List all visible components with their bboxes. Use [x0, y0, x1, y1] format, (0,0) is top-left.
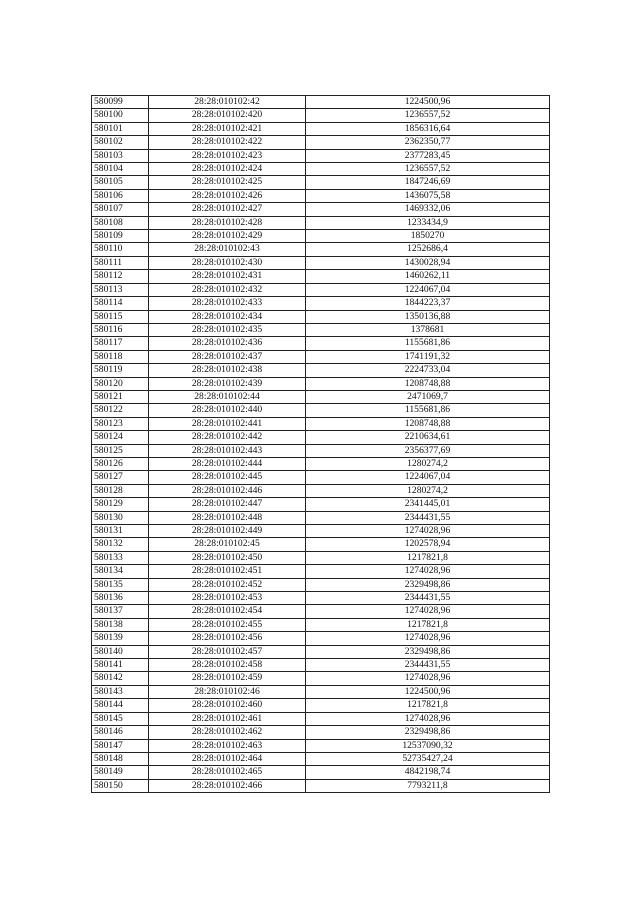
table-row — [92, 578, 550, 591]
cadastral-value-cell: 1155681,86 — [306, 337, 550, 350]
cadastral-number-cell: 28:28:010102:420 — [149, 109, 306, 122]
row-number-cell: 580147 — [92, 739, 149, 752]
row-number-cell: 580146 — [92, 726, 149, 739]
cadastral-number-cell: 28:28:010102:449 — [149, 525, 306, 538]
cadastral-number-cell: 28:28:010102:454 — [149, 605, 306, 618]
row-number-cell: 580145 — [92, 712, 149, 725]
cadastral-value-cell: 2377283,45 — [306, 149, 550, 162]
row-number-cell: 580138 — [92, 618, 149, 631]
table-row — [92, 364, 550, 377]
cadastral-number-cell: 28:28:010102:46 — [149, 685, 306, 698]
cadastral-value-cell: 1224067,04 — [306, 471, 550, 484]
row-number-cell: 580107 — [92, 203, 149, 216]
cadastral-value-cell: 1741191,32 — [306, 350, 550, 363]
cadastral-value-cell: 1274028,96 — [306, 632, 550, 645]
row-number-cell: 580139 — [92, 632, 149, 645]
cadastral-number-cell: 28:28:010102:456 — [149, 632, 306, 645]
row-number-cell: 580103 — [92, 149, 149, 162]
row-number-cell: 580141 — [92, 659, 149, 672]
cadastral-number-cell: 28:28:010102:443 — [149, 444, 306, 457]
cadastral-value-cell: 1224067,04 — [306, 283, 550, 296]
cadastral-number-cell: 28:28:010102:433 — [149, 297, 306, 310]
cadastral-number-cell: 28:28:010102:434 — [149, 310, 306, 323]
table-body — [92, 96, 550, 793]
table-row — [92, 752, 550, 765]
cadastral-value-cell: 1224500,96 — [306, 685, 550, 698]
cadastral-number-cell: 28:28:010102:427 — [149, 203, 306, 216]
row-number-cell: 580136 — [92, 592, 149, 605]
table-row — [92, 672, 550, 685]
cadastral-value-cell: 2329498,86 — [306, 726, 550, 739]
table-row — [92, 685, 550, 698]
row-number-cell: 580123 — [92, 417, 149, 430]
row-number-cell: 580114 — [92, 297, 149, 310]
cadastral-number-cell: 28:28:010102:458 — [149, 659, 306, 672]
cadastral-number-cell: 28:28:010102:464 — [149, 752, 306, 765]
row-number-cell: 580100 — [92, 109, 149, 122]
cadastral-value-cell: 2210634,61 — [306, 431, 550, 444]
cadastral-value-cell: 1350136,88 — [306, 310, 550, 323]
row-number-cell: 580126 — [92, 457, 149, 470]
table-row — [92, 699, 550, 712]
cadastral-number-cell: 28:28:010102:438 — [149, 364, 306, 377]
row-number-cell: 580112 — [92, 270, 149, 283]
table-row — [92, 766, 550, 779]
table-row — [92, 471, 550, 484]
table-row — [92, 230, 550, 243]
cadastral-value-cell: 7793211,8 — [306, 779, 550, 792]
cadastral-value-cell: 1252686,4 — [306, 243, 550, 256]
cadastral-value-cell: 1280274,2 — [306, 457, 550, 470]
table-row — [92, 297, 550, 310]
table-row — [92, 216, 550, 229]
row-number-cell: 580140 — [92, 645, 149, 658]
table-row — [92, 176, 550, 189]
row-number-cell: 580134 — [92, 565, 149, 578]
table-row — [92, 417, 550, 430]
cadastral-number-cell: 28:28:010102:43 — [149, 243, 306, 256]
cadastral-value-cell: 1274028,96 — [306, 672, 550, 685]
cadastral-value-cell: 1217821,8 — [306, 551, 550, 564]
row-number-cell: 580127 — [92, 471, 149, 484]
row-number-cell: 580132 — [92, 538, 149, 551]
row-number-cell: 580124 — [92, 431, 149, 444]
table-row — [92, 659, 550, 672]
table-row — [92, 203, 550, 216]
row-number-cell: 580129 — [92, 498, 149, 511]
cadastral-number-cell: 28:28:010102:442 — [149, 431, 306, 444]
row-number-cell: 580118 — [92, 350, 149, 363]
table-row — [92, 431, 550, 444]
row-number-cell: 580105 — [92, 176, 149, 189]
table-row — [92, 163, 550, 176]
table-row — [92, 498, 550, 511]
table-row — [92, 122, 550, 135]
cadastral-number-cell: 28:28:010102:451 — [149, 565, 306, 578]
row-number-cell: 580149 — [92, 766, 149, 779]
cadastral-number-cell: 28:28:010102:431 — [149, 270, 306, 283]
table-row — [92, 350, 550, 363]
table-row — [92, 726, 550, 739]
cadastral-value-cell: 2362350,77 — [306, 136, 550, 149]
table-row — [92, 538, 550, 551]
row-number-cell: 580102 — [92, 136, 149, 149]
cadastral-number-cell: 28:28:010102:450 — [149, 551, 306, 564]
table-row — [92, 484, 550, 497]
cadastral-number-cell: 28:28:010102:444 — [149, 457, 306, 470]
table-row — [92, 618, 550, 631]
row-number-cell: 580148 — [92, 752, 149, 765]
cadastral-value-cell: 1202578,94 — [306, 538, 550, 551]
row-number-cell: 580133 — [92, 551, 149, 564]
cadastral-value-cell: 1856316,64 — [306, 122, 550, 135]
cadastral-value-cell: 52735427,24 — [306, 752, 550, 765]
cadastral-number-cell: 28:28:010102:428 — [149, 216, 306, 229]
cadastral-value-table — [91, 95, 550, 793]
cadastral-number-cell: 28:28:010102:465 — [149, 766, 306, 779]
table-row — [92, 565, 550, 578]
table-row — [92, 444, 550, 457]
table-row — [92, 511, 550, 524]
row-number-cell: 580125 — [92, 444, 149, 457]
table-row — [92, 592, 550, 605]
row-number-cell: 580150 — [92, 779, 149, 792]
cadastral-value-cell: 2344431,55 — [306, 511, 550, 524]
cadastral-value-cell: 1436075,58 — [306, 189, 550, 202]
cadastral-value-cell: 1233434,9 — [306, 216, 550, 229]
row-number-cell: 580116 — [92, 323, 149, 336]
row-number-cell: 580122 — [92, 404, 149, 417]
cadastral-value-cell: 1217821,8 — [306, 618, 550, 631]
cadastral-number-cell: 28:28:010102:460 — [149, 699, 306, 712]
cadastral-number-cell: 28:28:010102:432 — [149, 283, 306, 296]
cadastral-number-cell: 28:28:010102:440 — [149, 404, 306, 417]
table-row — [92, 310, 550, 323]
cadastral-value-cell: 1460262,11 — [306, 270, 550, 283]
cadastral-number-cell: 28:28:010102:446 — [149, 484, 306, 497]
row-number-cell: 580110 — [92, 243, 149, 256]
cadastral-value-cell: 2471069,7 — [306, 390, 550, 403]
cadastral-number-cell: 28:28:010102:463 — [149, 739, 306, 752]
table-row — [92, 243, 550, 256]
cadastral-number-cell: 28:28:010102:435 — [149, 323, 306, 336]
row-number-cell: 580135 — [92, 578, 149, 591]
cadastral-number-cell: 28:28:010102:445 — [149, 471, 306, 484]
cadastral-value-cell: 1847246,69 — [306, 176, 550, 189]
cadastral-number-cell: 28:28:010102:466 — [149, 779, 306, 792]
table-row — [92, 712, 550, 725]
row-number-cell: 580120 — [92, 377, 149, 390]
table-row — [92, 645, 550, 658]
row-number-cell: 580109 — [92, 230, 149, 243]
cadastral-number-cell: 28:28:010102:44 — [149, 390, 306, 403]
row-number-cell: 580113 — [92, 283, 149, 296]
cadastral-number-cell: 28:28:010102:462 — [149, 726, 306, 739]
row-number-cell: 580101 — [92, 122, 149, 135]
cadastral-value-cell: 1378681 — [306, 323, 550, 336]
cadastral-number-cell: 28:28:010102:45 — [149, 538, 306, 551]
table-row — [92, 323, 550, 336]
table-row — [92, 337, 550, 350]
cadastral-value-cell: 2341445,01 — [306, 498, 550, 511]
cadastral-value-cell: 1430028,94 — [306, 256, 550, 269]
table-row — [92, 779, 550, 792]
table-row — [92, 404, 550, 417]
row-number-cell: 580117 — [92, 337, 149, 350]
cadastral-number-cell: 28:28:010102:424 — [149, 163, 306, 176]
cadastral-number-cell: 28:28:010102:439 — [149, 377, 306, 390]
table-row — [92, 283, 550, 296]
cadastral-number-cell: 28:28:010102:457 — [149, 645, 306, 658]
cadastral-number-cell: 28:28:010102:421 — [149, 122, 306, 135]
row-number-cell: 580128 — [92, 484, 149, 497]
row-number-cell: 580106 — [92, 189, 149, 202]
cadastral-number-cell: 28:28:010102:441 — [149, 417, 306, 430]
cadastral-number-cell: 28:28:010102:452 — [149, 578, 306, 591]
cadastral-number-cell: 28:28:010102:423 — [149, 149, 306, 162]
row-number-cell: 580137 — [92, 605, 149, 618]
table-row — [92, 256, 550, 269]
cadastral-value-cell: 2329498,86 — [306, 645, 550, 658]
cadastral-number-cell: 28:28:010102:448 — [149, 511, 306, 524]
cadastral-value-cell: 1274028,96 — [306, 525, 550, 538]
table-row — [92, 109, 550, 122]
table-row — [92, 632, 550, 645]
row-number-cell: 580108 — [92, 216, 149, 229]
table-row — [92, 739, 550, 752]
cadastral-value-cell: 2224733,04 — [306, 364, 550, 377]
cadastral-value-cell: 1208748,88 — [306, 377, 550, 390]
cadastral-number-cell: 28:28:010102:453 — [149, 592, 306, 605]
cadastral-number-cell: 28:28:010102:426 — [149, 189, 306, 202]
table-row — [92, 390, 550, 403]
cadastral-value-cell: 1236557,52 — [306, 109, 550, 122]
table-row — [92, 136, 550, 149]
cadastral-number-cell: 28:28:010102:422 — [149, 136, 306, 149]
cadastral-value-cell: 1280274,2 — [306, 484, 550, 497]
cadastral-number-cell: 28:28:010102:459 — [149, 672, 306, 685]
row-number-cell: 580115 — [92, 310, 149, 323]
cadastral-number-cell: 28:28:010102:461 — [149, 712, 306, 725]
cadastral-value-cell: 1236557,52 — [306, 163, 550, 176]
cadastral-number-cell: 28:28:010102:455 — [149, 618, 306, 631]
cadastral-number-cell: 28:28:010102:429 — [149, 230, 306, 243]
cadastral-value-cell: 1274028,96 — [306, 605, 550, 618]
row-number-cell: 580143 — [92, 685, 149, 698]
cadastral-value-cell: 2356377,69 — [306, 444, 550, 457]
cadastral-value-cell: 2329498,86 — [306, 578, 550, 591]
row-number-cell: 580099 — [92, 96, 149, 109]
cadastral-value-cell: 1224500,96 — [306, 96, 550, 109]
cadastral-number-cell: 28:28:010102:436 — [149, 337, 306, 350]
table-row — [92, 149, 550, 162]
cadastral-value-cell: 12537090,32 — [306, 739, 550, 752]
cadastral-value-cell: 1850270 — [306, 230, 550, 243]
cadastral-value-cell: 1844223,37 — [306, 297, 550, 310]
cadastral-value-cell: 1274028,96 — [306, 565, 550, 578]
table-row — [92, 96, 550, 109]
cadastral-value-cell: 1208748,88 — [306, 417, 550, 430]
cadastral-number-cell: 28:28:010102:42 — [149, 96, 306, 109]
cadastral-value-cell: 1469332,06 — [306, 203, 550, 216]
table-row — [92, 457, 550, 470]
row-number-cell: 580142 — [92, 672, 149, 685]
table-row — [92, 270, 550, 283]
table-row — [92, 377, 550, 390]
cadastral-value-cell: 1155681,86 — [306, 404, 550, 417]
table-row — [92, 525, 550, 538]
cadastral-value-cell: 2344431,55 — [306, 592, 550, 605]
table-row — [92, 605, 550, 618]
table-row — [92, 189, 550, 202]
cadastral-value-cell: 2344431,55 — [306, 659, 550, 672]
row-number-cell: 580131 — [92, 525, 149, 538]
cadastral-number-cell: 28:28:010102:447 — [149, 498, 306, 511]
row-number-cell: 580130 — [92, 511, 149, 524]
cadastral-value-cell: 1274028,96 — [306, 712, 550, 725]
table-row — [92, 551, 550, 564]
cadastral-number-cell: 28:28:010102:430 — [149, 256, 306, 269]
cadastral-number-cell: 28:28:010102:425 — [149, 176, 306, 189]
row-number-cell: 580104 — [92, 163, 149, 176]
cadastral-value-cell: 1217821,8 — [306, 699, 550, 712]
cadastral-value-cell: 4842198,74 — [306, 766, 550, 779]
row-number-cell: 580111 — [92, 256, 149, 269]
row-number-cell: 580119 — [92, 364, 149, 377]
row-number-cell: 580121 — [92, 390, 149, 403]
row-number-cell: 580144 — [92, 699, 149, 712]
cadastral-number-cell: 28:28:010102:437 — [149, 350, 306, 363]
